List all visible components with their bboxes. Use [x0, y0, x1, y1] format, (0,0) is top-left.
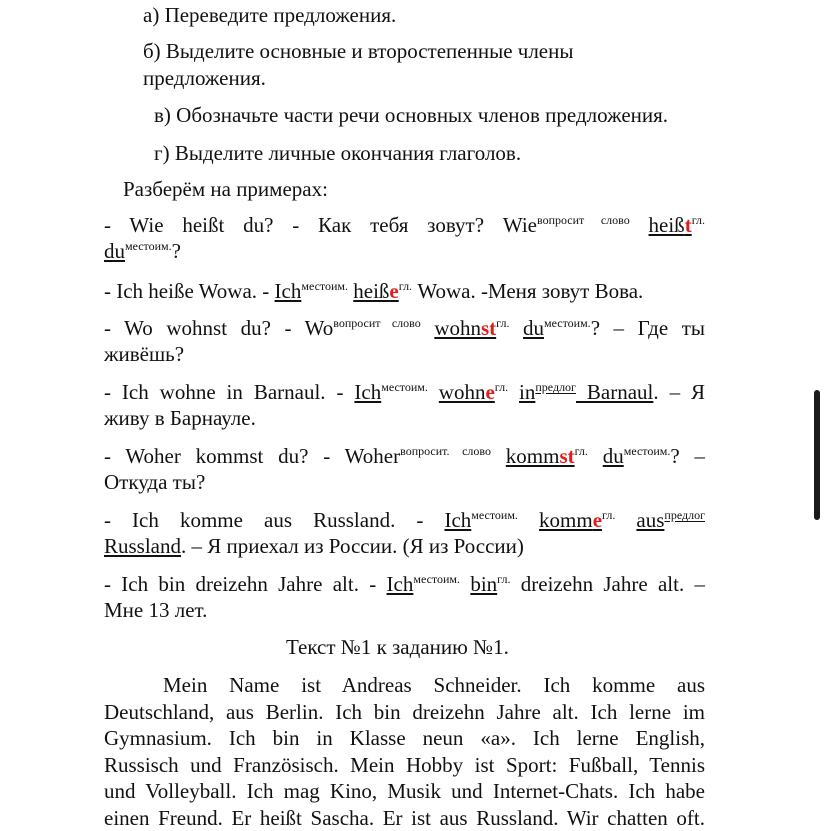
text-line: Deutschland, aus Berlin. Ich bin dreizehn Jahre alt. Ich lerne im [104, 699, 705, 726]
text-line: Mein Name ist Andreas Schneider. Ich komme aus [104, 672, 705, 699]
text-title: Текст №1 к заданию №1. [286, 634, 509, 660]
example-7: - Ich bin dreizehn Jahre alt. - Ich$^{местоим.}$ bin$^{гл.}$ dreizehn Jahre alt. – Мне 13 лет. [104, 571, 705, 649]
text-line: Russisch und Französisch. Mein Hobby ist Sport: Fußball, Tennis [104, 752, 705, 779]
example-2: - Ich heiße Wowa. - Ich$^{местоим.}$ heiße$^{гл.}$ Wowa. -Меня зовут Вова. [104, 278, 643, 304]
text-paragraph [104, 672, 705, 831]
example-1: - Wie heißt du? - Как тебя зовут? Wie$^{вопросит слово}$ heißt$^{гл.}$ $du^{местоим.}$? [104, 212, 705, 290]
scrollbar-thumb[interactable] [814, 390, 820, 520]
task-a: а) Переведите предложения. [143, 2, 396, 28]
intro-heading: Разберём на примерах: [123, 176, 328, 202]
example-3: - Wo wohnst du? - $Wo^{вопросит слово}$ wohnst$^{гл.}$ $du^{местоим.}$? – Где ты живёшь? [104, 315, 705, 393]
task-v: в) Обозначьте части речи основных членов предложения. [154, 102, 668, 128]
text-line: einen Freund. Er heißt Sascha. Er ist aus Russland. Wir chatten oft. [104, 805, 705, 831]
task-b-line2: предложения. [143, 65, 266, 91]
example-4: - Ich wohne in Barnaul. - Ich$^{местоим.}$ wohne$^{гл.}$ $in^{предлог}$ Barnaul. – Я живу в Барнауле. [104, 379, 705, 457]
verb-heisst: heißt [649, 213, 692, 237]
example-6: - Ich komme aus Russland. - Ich$^{местоим.}$ komme$^{гл.}$ aus$^{предлог}$ Russland. – Я приехал из России. (Я из России) [104, 507, 705, 585]
task-b-line1: б) Выделите основные и второстепенные члены [143, 38, 573, 64]
task-g: г) Выделите личные окончания глаголов. [154, 140, 521, 166]
text-line: und Volleyball. Ich mag Kino, Musik und Internet-Chats. Ich habe [104, 778, 705, 805]
example-5: - Woher kommst du? - Woher$^{вопросит. слово}$ kommst$^{гл.}$ $du^{местоим.}$? – Откуда ты? [104, 443, 705, 521]
text-line: Gymnasium. Ich bin in Klasse neun «a». Ich lerne English, [104, 725, 705, 752]
